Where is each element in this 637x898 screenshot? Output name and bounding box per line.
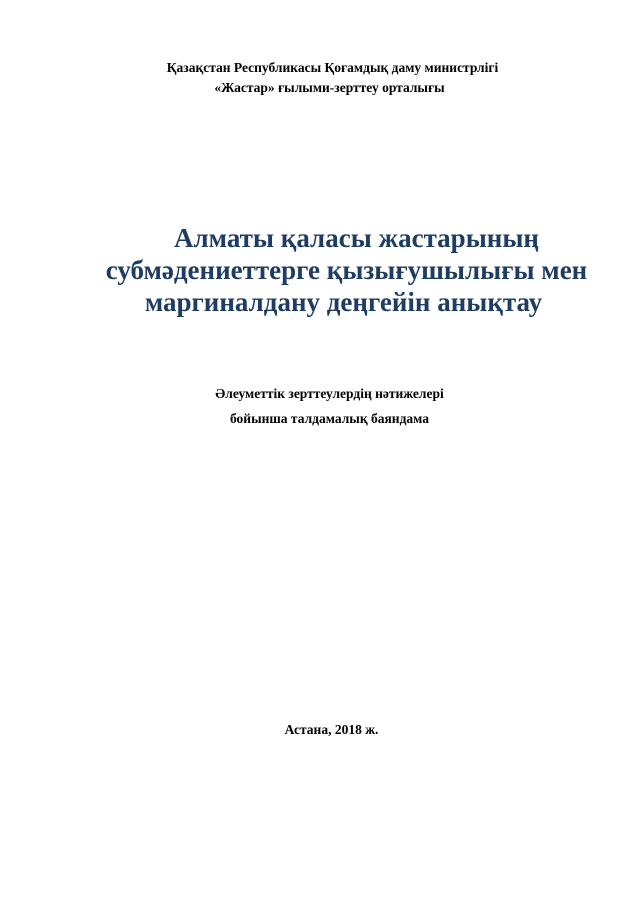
- title-line-1: Алматы қаласы жастарының: [174, 223, 539, 253]
- ministry-name: Қазақстан Республикасы Қоғамдық даму министрлігі: [166, 60, 499, 75]
- research-center-name: «Жастар» ғылыми-зерттеу орталығы: [214, 80, 445, 95]
- title-line-2: субмәдениеттерге қызығушылығы мен: [105, 255, 588, 285]
- subtitle-line-1: Әлеуметтік зерттеулердің нәтижелері: [215, 386, 444, 401]
- subtitle-line-2: бойынша талдамалық баяндама: [229, 411, 429, 426]
- document-subtitle: [0, 381, 637, 431]
- title-line-3: маргиналдану деңгейін анықтау: [144, 287, 543, 317]
- ministry-header: [0, 58, 637, 98]
- place-date: Астана, 2018 ж.: [284, 722, 379, 737]
- document-title: [0, 222, 637, 318]
